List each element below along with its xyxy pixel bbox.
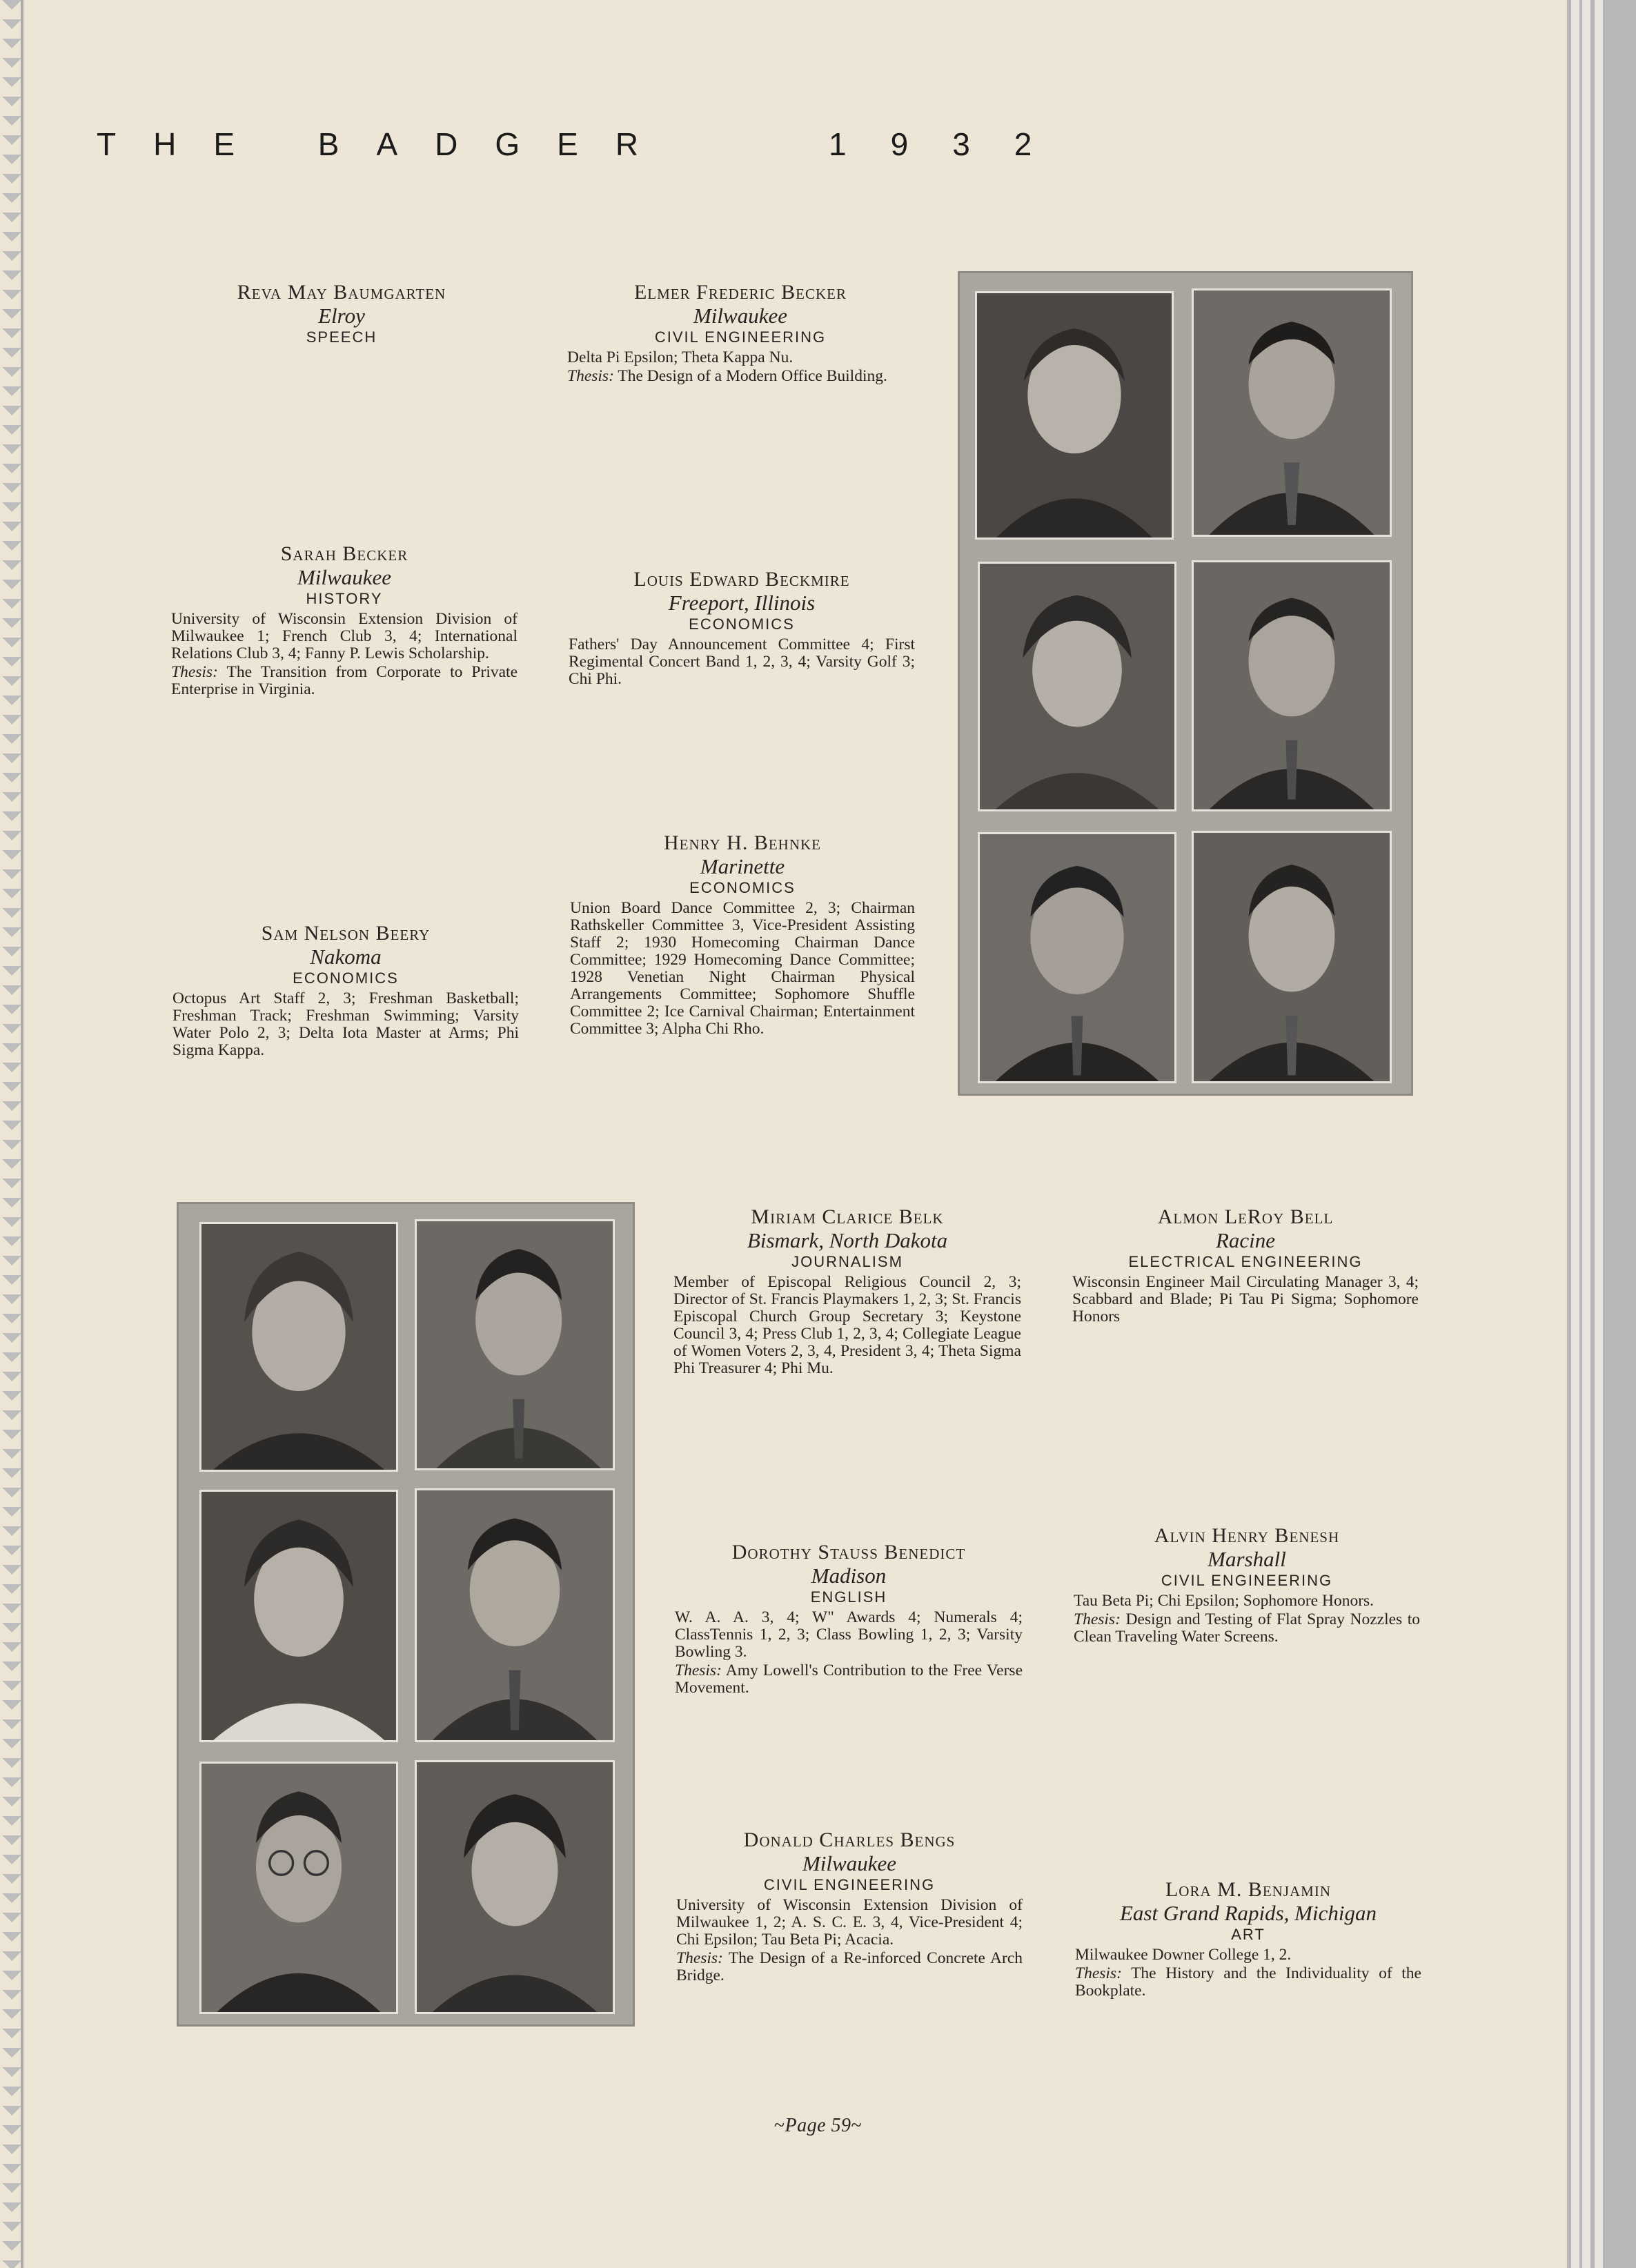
portrait-photo: [415, 1219, 615, 1470]
student-entry: [171, 542, 518, 698]
left-decorative-border: [0, 0, 23, 2268]
page-number: ~Page 59~: [773, 2115, 863, 2136]
student-major: ART: [1231, 1926, 1265, 1943]
student-activities: Octopus Art Staff 2, 3; Freshman Basketball; Freshman Track; Freshman Swimming; Varsity Water Polo 2, 3; Delta Iota Master at Arms; Phi Sigma Kappa.: [173, 989, 519, 1059]
student-major: ECONOMICS: [293, 969, 399, 987]
portrait-photo: [415, 1488, 615, 1742]
student-major: ECONOMICS: [689, 615, 795, 633]
photo-panel-bottom: [177, 1202, 635, 2027]
student-name: Almon LeRoy Bell: [1157, 1205, 1334, 1228]
student-thesis: Thesis: Design and Testing of Flat Spray Nozzles to Clean Traveling Water Screens.: [1074, 1610, 1420, 1646]
student-major: CIVIL ENGINEERING: [654, 328, 827, 346]
portrait-photo: [199, 1222, 398, 1472]
student-entry: [166, 281, 518, 348]
student-entry: [173, 922, 519, 1059]
student-major: ECONOMICS: [689, 879, 796, 896]
student-activities: Delta Pi Epsilon; Theta Kappa Nu.: [567, 348, 794, 366]
student-activities: Member of Episcopal Religious Council 2, 3; Director of St. Francis Playmakers 1, 2, 3; St. Francis Episcopal Church Group Secretary 3; Keystone Council 3, 4; Press Club 1, 2, 3, 4; Collegiate League of Women Voters 2, 3, 4, President 3, 4; Theta Sigma Phi Treasurer 4; Phi Mu.: [673, 1273, 1021, 1377]
portrait-photo: [978, 562, 1176, 811]
header-title: THE BADGER: [97, 126, 676, 162]
student-hometown: Freeport, Illinois: [668, 591, 816, 615]
student-hometown: Racine: [1215, 1228, 1276, 1252]
portrait-photo: [199, 1490, 398, 1742]
student-hometown: Milwaukee: [693, 304, 787, 328]
student-activities: W. A. A. 3, 4; W" Awards 4; Numerals 4; ClassTennis 1, 2, 3; Class Bowling 1, 2, 3; Varsity Bowling 3.: [675, 1608, 1023, 1661]
student-name: Sarah Becker: [280, 542, 408, 565]
portrait-photo: [1192, 288, 1392, 537]
student-name: Alvin Henry Benesh: [1154, 1524, 1340, 1547]
student-hometown: Nakoma: [310, 945, 382, 969]
student-hometown: Madison: [811, 1564, 887, 1588]
portrait-photo: [1192, 560, 1392, 811]
student-hometown: Elroy: [318, 304, 365, 328]
portrait-photo: [1192, 831, 1392, 1083]
student-hometown: East Grand Rapids, Michigan: [1120, 1901, 1377, 1925]
student-entry: [1072, 1205, 1419, 1325]
student-activities: Milwaukee Downer College 1, 2.: [1075, 1946, 1292, 1964]
portrait-photo: [978, 832, 1176, 1083]
student-name: Sam Nelson Beery: [261, 922, 431, 945]
student-entry: [673, 1205, 1021, 1377]
student-thesis: Thesis: The History and the Individuality of the Bookplate.: [1075, 1964, 1421, 2000]
student-major: CIVIL ENGINEERING: [1161, 1572, 1333, 1589]
student-thesis: Thesis: Amy Lowell's Contribution to the Free Verse Movement.: [675, 1661, 1023, 1697]
student-name: Louis Edward Beckmire: [633, 568, 850, 591]
student-name: Donald Charles Bengs: [743, 1828, 956, 1851]
header-year: 1932: [829, 126, 1076, 162]
student-hometown: Marshall: [1208, 1547, 1286, 1571]
student-thesis: Thesis: The Transition from Corporate to Private Enterprise in Virginia.: [171, 663, 518, 698]
student-entry: [570, 831, 915, 1038]
student-major: SPEECH: [306, 328, 377, 346]
portrait-photo: [199, 1762, 398, 2014]
portrait-photo: [415, 1760, 615, 2014]
student-entry: [1074, 1524, 1420, 1646]
student-entry: [569, 568, 915, 688]
student-name: Henry H. Behnke: [664, 831, 821, 854]
student-name: Miriam Clarice Belk: [751, 1205, 944, 1228]
student-entry: [567, 281, 914, 385]
student-entry: [1075, 1878, 1421, 2000]
right-decorative-border: [1567, 0, 1636, 2268]
student-hometown: Marinette: [700, 854, 785, 878]
student-entry: [676, 1828, 1023, 1984]
portrait-photo: [975, 291, 1174, 540]
student-name: Elmer Frederic Becker: [633, 281, 847, 304]
student-major: ENGLISH: [810, 1588, 887, 1606]
student-major: JOURNALISM: [791, 1253, 903, 1270]
student-thesis: Thesis: The Design of a Modern Office Building.: [567, 367, 887, 385]
student-major: ELECTRICAL ENGINEERING: [1128, 1253, 1363, 1270]
page-header: [97, 126, 1076, 163]
student-thesis: Thesis: The Design of a Re-inforced Concrete Arch Bridge.: [676, 1949, 1023, 1984]
student-activities: Wisconsin Engineer Mail Circulating Manager 3, 4; Scabbard and Blade; Pi Tau Pi Sigma; Sophomore Honors: [1072, 1273, 1419, 1325]
student-activities: University of Wisconsin Extension Division of Milwaukee 1, 2; A. S. C. E. 3, 4, Vice-President 4; Chi Epsilon; Tau Beta Pi; Acacia.: [676, 1896, 1023, 1949]
student-name: Lora M. Benjamin: [1165, 1878, 1331, 1901]
student-major: CIVIL ENGINEERING: [763, 1876, 936, 1893]
student-entry: [675, 1541, 1023, 1697]
student-hometown: Milwaukee: [802, 1851, 896, 1875]
photo-panel-top: [958, 271, 1413, 1096]
student-activities: Fathers' Day Announcement Committee 4; First Regimental Concert Band 1, 2, 3, 4; Varsity Golf 3; Chi Phi.: [569, 635, 915, 688]
student-activities: University of Wisconsin Extension Division of Milwaukee 1; French Club 3, 4; International Relations Club 3, 4; Fanny P. Lewis Scholarship.: [171, 610, 518, 662]
student-hometown: Milwaukee: [297, 565, 391, 589]
student-activities: Union Board Dance Committee 2, 3; Chairman Rathskeller Committee 3, Vice-President Assisting Staff 2; 1930 Homecoming Chairman Dance Committee; 1929 Homecoming Dance Committee; 1928 Venetian Night Chairman Physical Arrangements Committee; Sophomore Shuffle Committee 2; Ice Carnival Chairman; Entertainment Committee 3; Alpha Chi Rho.: [570, 899, 915, 1038]
student-name: Reva May Baumgarten: [237, 281, 446, 304]
student-activities: Tau Beta Pi; Chi Epsilon; Sophomore Honors.: [1074, 1592, 1374, 1610]
student-hometown: Bismark, North Dakota: [747, 1228, 948, 1252]
student-major: HISTORY: [306, 590, 383, 607]
student-name: Dorothy Stauss Benedict: [731, 1541, 966, 1564]
